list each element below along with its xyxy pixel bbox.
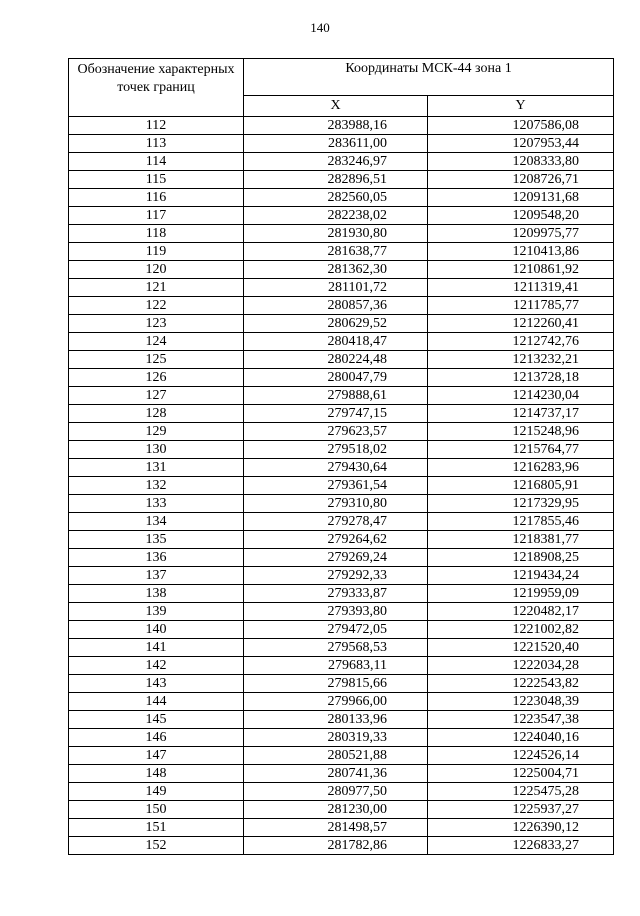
point-number-cell: 147 bbox=[69, 747, 244, 765]
x-coordinate-cell: 282560,05 bbox=[244, 189, 428, 207]
y-coordinate-cell: 1225937,27 bbox=[428, 801, 614, 819]
table-row bbox=[69, 153, 614, 171]
y-coordinate-cell: 1217329,95 bbox=[428, 495, 614, 513]
x-coordinate-cell: 279310,80 bbox=[244, 495, 428, 513]
table-row bbox=[69, 225, 614, 243]
table-row bbox=[69, 621, 614, 639]
y-coordinate-cell: 1219959,09 bbox=[428, 585, 614, 603]
y-coordinate-cell: 1225475,28 bbox=[428, 783, 614, 801]
y-coordinate-cell: 1224526,14 bbox=[428, 747, 614, 765]
table-row bbox=[69, 315, 614, 333]
x-coordinate-cell: 279568,53 bbox=[244, 639, 428, 657]
point-number-cell: 150 bbox=[69, 801, 244, 819]
y-coordinate-cell: 1208333,80 bbox=[428, 153, 614, 171]
x-coordinate-cell: 279623,57 bbox=[244, 423, 428, 441]
point-number-cell: 113 bbox=[69, 135, 244, 153]
y-coordinate-cell: 1209548,20 bbox=[428, 207, 614, 225]
table-row bbox=[69, 243, 614, 261]
table-row bbox=[69, 171, 614, 189]
y-coordinate-cell: 1223547,38 bbox=[428, 711, 614, 729]
header-x: X bbox=[244, 96, 428, 117]
x-coordinate-cell: 279278,47 bbox=[244, 513, 428, 531]
x-coordinate-cell: 279888,61 bbox=[244, 387, 428, 405]
table-row bbox=[69, 387, 614, 405]
x-coordinate-cell: 281498,57 bbox=[244, 819, 428, 837]
x-coordinate-cell: 280741,36 bbox=[244, 765, 428, 783]
point-number-cell: 148 bbox=[69, 765, 244, 783]
table-row bbox=[69, 477, 614, 495]
x-coordinate-cell: 280521,88 bbox=[244, 747, 428, 765]
point-number-cell: 126 bbox=[69, 369, 244, 387]
point-number-cell: 115 bbox=[69, 171, 244, 189]
y-coordinate-cell: 1215764,77 bbox=[428, 441, 614, 459]
table-row bbox=[69, 765, 614, 783]
point-number-cell: 145 bbox=[69, 711, 244, 729]
y-coordinate-cell: 1214737,17 bbox=[428, 405, 614, 423]
y-coordinate-cell: 1218381,77 bbox=[428, 531, 614, 549]
x-coordinate-cell: 279683,11 bbox=[244, 657, 428, 675]
table-row bbox=[69, 549, 614, 567]
table-row bbox=[69, 639, 614, 657]
x-coordinate-cell: 280133,96 bbox=[244, 711, 428, 729]
point-number-cell: 128 bbox=[69, 405, 244, 423]
x-coordinate-cell: 279393,80 bbox=[244, 603, 428, 621]
point-number-cell: 124 bbox=[69, 333, 244, 351]
table-row bbox=[69, 279, 614, 297]
header-point-designation: Обозначение характерных точек границ bbox=[69, 59, 244, 117]
point-number-cell: 138 bbox=[69, 585, 244, 603]
point-number-cell: 137 bbox=[69, 567, 244, 585]
table-row bbox=[69, 189, 614, 207]
x-coordinate-cell: 279472,05 bbox=[244, 621, 428, 639]
x-coordinate-cell: 281101,72 bbox=[244, 279, 428, 297]
point-number-cell: 152 bbox=[69, 837, 244, 855]
point-number-cell: 136 bbox=[69, 549, 244, 567]
y-coordinate-cell: 1218908,25 bbox=[428, 549, 614, 567]
point-number-cell: 127 bbox=[69, 387, 244, 405]
x-coordinate-cell: 280224,48 bbox=[244, 351, 428, 369]
table-row bbox=[69, 693, 614, 711]
point-number-cell: 133 bbox=[69, 495, 244, 513]
x-coordinate-cell: 282896,51 bbox=[244, 171, 428, 189]
point-number-cell: 129 bbox=[69, 423, 244, 441]
y-coordinate-cell: 1221002,82 bbox=[428, 621, 614, 639]
x-coordinate-cell: 279430,64 bbox=[244, 459, 428, 477]
y-coordinate-cell: 1222034,28 bbox=[428, 657, 614, 675]
point-number-cell: 117 bbox=[69, 207, 244, 225]
table-row bbox=[69, 783, 614, 801]
table-row bbox=[69, 351, 614, 369]
point-number-cell: 132 bbox=[69, 477, 244, 495]
x-coordinate-cell: 280977,50 bbox=[244, 783, 428, 801]
y-coordinate-cell: 1212260,41 bbox=[428, 315, 614, 333]
table-row bbox=[69, 603, 614, 621]
coordinates-table bbox=[68, 58, 614, 855]
x-coordinate-cell: 279269,24 bbox=[244, 549, 428, 567]
x-coordinate-cell: 280319,33 bbox=[244, 729, 428, 747]
y-coordinate-cell: 1216283,96 bbox=[428, 459, 614, 477]
x-coordinate-cell: 281230,00 bbox=[244, 801, 428, 819]
point-number-cell: 119 bbox=[69, 243, 244, 261]
x-coordinate-cell: 281362,30 bbox=[244, 261, 428, 279]
x-coordinate-cell: 279264,62 bbox=[244, 531, 428, 549]
point-number-cell: 143 bbox=[69, 675, 244, 693]
point-number-cell: 130 bbox=[69, 441, 244, 459]
point-number-cell: 142 bbox=[69, 657, 244, 675]
table-row bbox=[69, 333, 614, 351]
y-coordinate-cell: 1211319,41 bbox=[428, 279, 614, 297]
y-coordinate-cell: 1215248,96 bbox=[428, 423, 614, 441]
point-number-cell: 112 bbox=[69, 117, 244, 135]
point-number-cell: 141 bbox=[69, 639, 244, 657]
y-coordinate-cell: 1209131,68 bbox=[428, 189, 614, 207]
point-number-cell: 118 bbox=[69, 225, 244, 243]
point-number-cell: 120 bbox=[69, 261, 244, 279]
y-coordinate-cell: 1209975,77 bbox=[428, 225, 614, 243]
y-coordinate-cell: 1212742,76 bbox=[428, 333, 614, 351]
table-row bbox=[69, 567, 614, 585]
x-coordinate-cell: 281782,86 bbox=[244, 837, 428, 855]
y-coordinate-cell: 1208726,71 bbox=[428, 171, 614, 189]
table-row bbox=[69, 513, 614, 531]
x-coordinate-cell: 282238,02 bbox=[244, 207, 428, 225]
x-coordinate-cell: 281638,77 bbox=[244, 243, 428, 261]
x-coordinate-cell: 279966,00 bbox=[244, 693, 428, 711]
point-number-cell: 131 bbox=[69, 459, 244, 477]
table-row bbox=[69, 801, 614, 819]
point-number-cell: 123 bbox=[69, 315, 244, 333]
y-coordinate-cell: 1214230,04 bbox=[428, 387, 614, 405]
y-coordinate-cell: 1210861,92 bbox=[428, 261, 614, 279]
x-coordinate-cell: 283246,97 bbox=[244, 153, 428, 171]
y-coordinate-cell: 1213728,18 bbox=[428, 369, 614, 387]
y-coordinate-cell: 1223048,39 bbox=[428, 693, 614, 711]
x-coordinate-cell: 279815,66 bbox=[244, 675, 428, 693]
table-row bbox=[69, 135, 614, 153]
table-row bbox=[69, 819, 614, 837]
x-coordinate-cell: 280047,79 bbox=[244, 369, 428, 387]
table-row bbox=[69, 747, 614, 765]
x-coordinate-cell: 280857,36 bbox=[244, 297, 428, 315]
y-coordinate-cell: 1224040,16 bbox=[428, 729, 614, 747]
y-coordinate-cell: 1219434,24 bbox=[428, 567, 614, 585]
table-row bbox=[69, 675, 614, 693]
point-number-cell: 140 bbox=[69, 621, 244, 639]
point-number-cell: 125 bbox=[69, 351, 244, 369]
x-coordinate-cell: 279518,02 bbox=[244, 441, 428, 459]
point-number-cell: 151 bbox=[69, 819, 244, 837]
y-coordinate-cell: 1225004,71 bbox=[428, 765, 614, 783]
y-coordinate-cell: 1210413,86 bbox=[428, 243, 614, 261]
y-coordinate-cell: 1226833,27 bbox=[428, 837, 614, 855]
x-coordinate-cell: 280418,47 bbox=[244, 333, 428, 351]
x-coordinate-cell: 283611,00 bbox=[244, 135, 428, 153]
table-row bbox=[69, 441, 614, 459]
table-row bbox=[69, 405, 614, 423]
point-number-cell: 134 bbox=[69, 513, 244, 531]
table-row bbox=[69, 531, 614, 549]
table-row bbox=[69, 837, 614, 855]
point-number-cell: 135 bbox=[69, 531, 244, 549]
x-coordinate-cell: 279747,15 bbox=[244, 405, 428, 423]
y-coordinate-cell: 1211785,77 bbox=[428, 297, 614, 315]
table-row bbox=[69, 207, 614, 225]
table-row bbox=[69, 369, 614, 387]
y-coordinate-cell: 1221520,40 bbox=[428, 639, 614, 657]
x-coordinate-cell: 283988,16 bbox=[244, 117, 428, 135]
table-row bbox=[69, 495, 614, 513]
x-coordinate-cell: 279333,87 bbox=[244, 585, 428, 603]
table-row bbox=[69, 423, 614, 441]
table-row bbox=[69, 585, 614, 603]
x-coordinate-cell: 279361,54 bbox=[244, 477, 428, 495]
table-row bbox=[69, 711, 614, 729]
point-number-cell: 114 bbox=[69, 153, 244, 171]
point-number-cell: 146 bbox=[69, 729, 244, 747]
header-coordinate-system: Координаты МСК-44 зона 1 bbox=[244, 59, 614, 96]
y-coordinate-cell: 1216805,91 bbox=[428, 477, 614, 495]
table-row bbox=[69, 261, 614, 279]
point-number-cell: 122 bbox=[69, 297, 244, 315]
y-coordinate-cell: 1207586,08 bbox=[428, 117, 614, 135]
x-coordinate-cell: 280629,52 bbox=[244, 315, 428, 333]
table-row bbox=[69, 657, 614, 675]
table-row bbox=[69, 297, 614, 315]
point-number-cell: 139 bbox=[69, 603, 244, 621]
point-number-cell: 116 bbox=[69, 189, 244, 207]
y-coordinate-cell: 1207953,44 bbox=[428, 135, 614, 153]
y-coordinate-cell: 1213232,21 bbox=[428, 351, 614, 369]
y-coordinate-cell: 1217855,46 bbox=[428, 513, 614, 531]
page-number: 140 bbox=[310, 20, 330, 35]
table-row bbox=[69, 729, 614, 747]
y-coordinate-cell: 1226390,12 bbox=[428, 819, 614, 837]
table-row bbox=[69, 459, 614, 477]
x-coordinate-cell: 281930,80 bbox=[244, 225, 428, 243]
point-number-cell: 149 bbox=[69, 783, 244, 801]
header-y: Y bbox=[428, 96, 614, 117]
y-coordinate-cell: 1220482,17 bbox=[428, 603, 614, 621]
x-coordinate-cell: 279292,33 bbox=[244, 567, 428, 585]
point-number-cell: 121 bbox=[69, 279, 244, 297]
point-number-cell: 144 bbox=[69, 693, 244, 711]
y-coordinate-cell: 1222543,82 bbox=[428, 675, 614, 693]
table-row bbox=[69, 117, 614, 135]
